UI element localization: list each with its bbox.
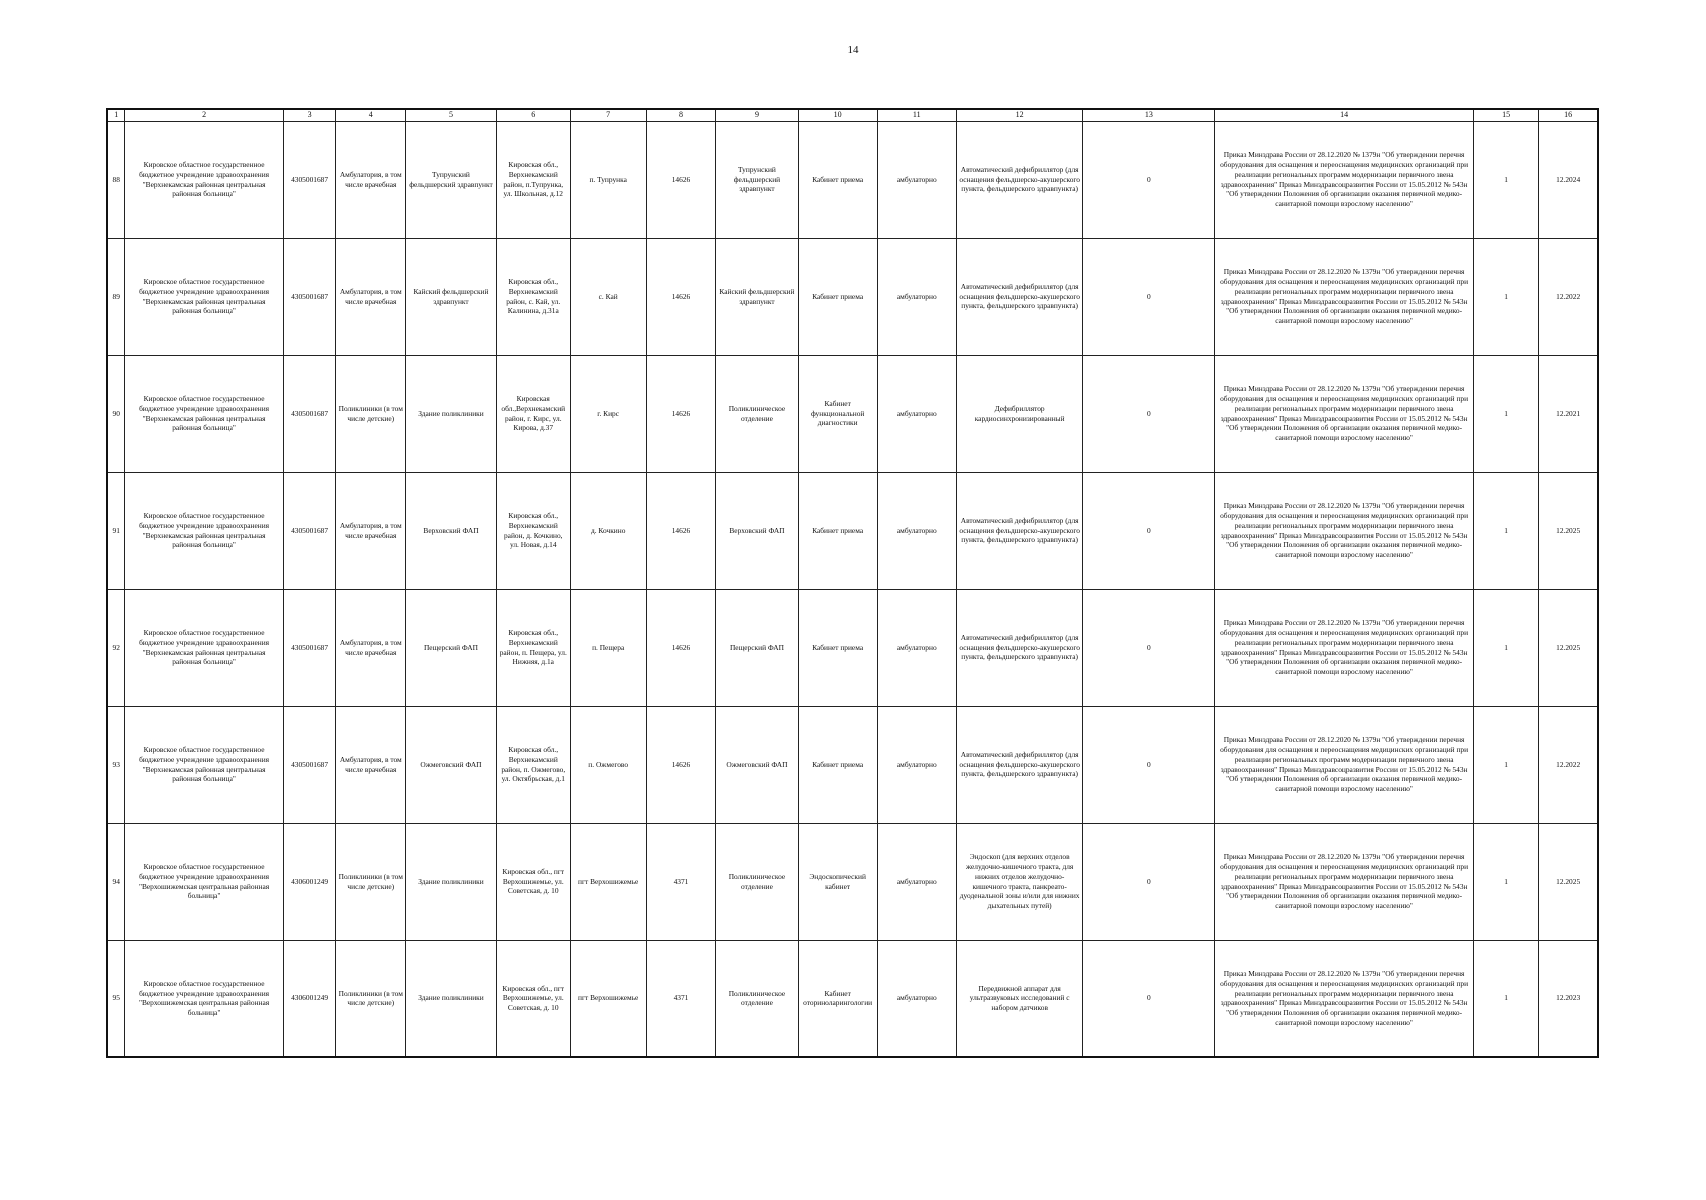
column-number-row [107, 109, 1598, 121]
unit-type-cell: Амбулатория, в том числе врачебная [336, 589, 406, 706]
unit-type-cell: Амбулатория, в том числе врачебная [336, 238, 406, 355]
address-cell: Кировская обл., Верхнекамский район, п. Пещера, ул. Нижняя, д.1а [496, 589, 570, 706]
inn-cell: 4306001249 [283, 823, 336, 940]
column-number-header: 1 [107, 109, 125, 121]
room-cell: Кабинет функциональной диагностики [798, 355, 877, 472]
room-cell: Кабинет приема [798, 706, 877, 823]
department-cell: Ожмеговский ФАП [716, 706, 798, 823]
room-cell: Эндоскопический кабинет [798, 823, 877, 940]
column-number-header: 13 [1083, 109, 1215, 121]
locality-cell: г. Кирс [570, 355, 646, 472]
locality-cell: п. Ожмегово [570, 706, 646, 823]
care-form-cell: амбулаторно [877, 706, 956, 823]
planned-quantity-cell: 1 [1473, 706, 1538, 823]
locality-cell: п. Тупрунка [570, 121, 646, 238]
quantity-cell: 0 [1083, 238, 1215, 355]
inn-cell: 4305001687 [283, 355, 336, 472]
department-cell: Кайский фельдшерский здравпункт [716, 238, 798, 355]
row-number-cell: 89 [107, 238, 125, 355]
planned-date-cell: 12.2022 [1539, 706, 1598, 823]
unit-type-cell: Амбулатория, в том числе врачебная [336, 706, 406, 823]
planned-date-cell: 12.2025 [1539, 589, 1598, 706]
equipment-registry-table [106, 108, 1599, 1058]
column-number-header: 3 [283, 109, 336, 121]
oktmo-code-cell: 14626 [646, 121, 716, 238]
column-number-header: 6 [496, 109, 570, 121]
organization-name-cell: Кировское областное государственное бюджетное учреждение здравоохранения "Верхошижемская центральная районная больница" [125, 823, 283, 940]
building-cell: Здание поликлиники [406, 355, 497, 472]
inn-cell: 4305001687 [283, 706, 336, 823]
legal-basis-cell: Приказ Минздрава России от 28.12.2020 № 1379н "Об утверждении перечня оборудования для оснащения и переоснащения медицинских организаций при реализации региональных программ модернизации первичного звена здравоохранения" Приказ Минздравсоцразвития России от 15.05.2012 № 543н "Об утверждении Положения об организации оказания первичной медико-санитарной помощи взрослому населению" [1215, 121, 1474, 238]
planned-date-cell: 12.2022 [1539, 238, 1598, 355]
inn-cell: 4305001687 [283, 472, 336, 589]
planned-quantity-cell: 1 [1473, 823, 1538, 940]
care-form-cell: амбулаторно [877, 472, 956, 589]
quantity-cell: 0 [1083, 940, 1215, 1057]
quantity-cell: 0 [1083, 355, 1215, 472]
column-number-header: 7 [570, 109, 646, 121]
table-row [107, 940, 1598, 1057]
care-form-cell: амбулаторно [877, 355, 956, 472]
page-number: 14 [847, 44, 859, 56]
address-cell: Кировская обл., пгт Верхошижемье, ул. Советская, д. 10 [496, 823, 570, 940]
address-cell: Кировская обл.,Верхнекамский район, г. Кирс, ул. Кирова, д.37 [496, 355, 570, 472]
oktmo-code-cell: 14626 [646, 706, 716, 823]
oktmo-code-cell: 14626 [646, 355, 716, 472]
row-number-cell: 88 [107, 121, 125, 238]
table-row [107, 472, 1598, 589]
organization-name-cell: Кировское областное государственное бюджетное учреждение здравоохранения "Верхнекамская районная центральная районная больница" [125, 472, 283, 589]
quantity-cell: 0 [1083, 589, 1215, 706]
oktmo-code-cell: 4371 [646, 940, 716, 1057]
care-form-cell: амбулаторно [877, 940, 956, 1057]
equipment-cell: Автоматический дефибриллятор (для оснащения фельдшерско-акушерского пункта, фельдшерского здравпункта) [956, 589, 1083, 706]
care-form-cell: амбулаторно [877, 121, 956, 238]
table-row [107, 121, 1598, 238]
oktmo-code-cell: 14626 [646, 589, 716, 706]
address-cell: Кировская обл., Верхнекамский район, п. Ожмегово, ул. Октябрьская, д.1 [496, 706, 570, 823]
table-row [107, 823, 1598, 940]
planned-date-cell: 12.2025 [1539, 823, 1598, 940]
quantity-cell: 0 [1083, 121, 1215, 238]
column-number-header: 16 [1539, 109, 1598, 121]
planned-date-cell: 12.2025 [1539, 472, 1598, 589]
unit-type-cell: Поликлиники (в том числе детские) [336, 823, 406, 940]
department-cell: Поликлиническое отделение [716, 355, 798, 472]
legal-basis-cell: Приказ Минздрава России от 28.12.2020 № 1379н "Об утверждении перечня оборудования для оснащения и переоснащения медицинских организаций при реализации региональных программ модернизации первичного звена здравоохранения" Приказ Минздравсоцразвития России от 15.05.2012 № 543н "Об утверждении Положения об организации оказания первичной медико-санитарной помощи взрослому населению" [1215, 706, 1474, 823]
equipment-cell: Автоматический дефибриллятор (для оснащения фельдшерско-акушерского пункта, фельдшерского здравпункта) [956, 706, 1083, 823]
column-number-header: 9 [716, 109, 798, 121]
planned-quantity-cell: 1 [1473, 238, 1538, 355]
quantity-cell: 0 [1083, 823, 1215, 940]
column-number-header: 14 [1215, 109, 1474, 121]
legal-basis-cell: Приказ Минздрава России от 28.12.2020 № 1379н "Об утверждении перечня оборудования для оснащения и переоснащения медицинских организаций при реализации региональных программ модернизации первичного звена здравоохранения" Приказ Минздравсоцразвития России от 15.05.2012 № 543н "Об утверждении Положения об организации оказания первичной медико-санитарной помощи взрослому населению" [1215, 589, 1474, 706]
care-form-cell: амбулаторно [877, 589, 956, 706]
building-cell: Тупрунский фельдшерский здравпункт [406, 121, 497, 238]
row-number-cell: 94 [107, 823, 125, 940]
column-number-header: 5 [406, 109, 497, 121]
building-cell: Кайский фельдшерский здравпункт [406, 238, 497, 355]
unit-type-cell: Амбулатория, в том числе врачебная [336, 472, 406, 589]
room-cell: Кабинет оториноларингологии [798, 940, 877, 1057]
inn-cell: 4305001687 [283, 121, 336, 238]
building-cell: Ожмеговский ФАП [406, 706, 497, 823]
locality-cell: с. Кай [570, 238, 646, 355]
organization-name-cell: Кировское областное государственное бюджетное учреждение здравоохранения "Верхнекамская районная центральная районная больница" [125, 355, 283, 472]
table-row [107, 355, 1598, 472]
row-number-cell: 95 [107, 940, 125, 1057]
equipment-cell: Дефибриллятор кардиосинхронизированный [956, 355, 1083, 472]
column-number-header: 2 [125, 109, 283, 121]
planned-quantity-cell: 1 [1473, 472, 1538, 589]
equipment-cell: Автоматический дефибриллятор (для оснащения фельдшерско-акушерского пункта, фельдшерского здравпункта) [956, 121, 1083, 238]
locality-cell: пгт Верхошижемье [570, 823, 646, 940]
room-cell: Кабинет приема [798, 121, 877, 238]
row-number-cell: 92 [107, 589, 125, 706]
inn-cell: 4305001687 [283, 589, 336, 706]
department-cell: Поликлиническое отделение [716, 940, 798, 1057]
care-form-cell: амбулаторно [877, 823, 956, 940]
building-cell: Пещерский ФАП [406, 589, 497, 706]
table-row [107, 706, 1598, 823]
unit-type-cell: Поликлиники (в том числе детские) [336, 940, 406, 1057]
organization-name-cell: Кировское областное государственное бюджетное учреждение здравоохранения "Верхнекамская районная центральная районная больница" [125, 706, 283, 823]
department-cell: Поликлиническое отделение [716, 823, 798, 940]
row-number-cell: 93 [107, 706, 125, 823]
room-cell: Кабинет приема [798, 472, 877, 589]
column-number-header: 11 [877, 109, 956, 121]
building-cell: Здание поликлиники [406, 823, 497, 940]
equipment-cell: Эндоскоп (для верхних отделов желудочно-кишечного тракта, для нижних отделов желудочно-кишечного тракта, панкреато-дуоденальной зоны и/или для нижних дыхательных путей) [956, 823, 1083, 940]
row-number-cell: 90 [107, 355, 125, 472]
legal-basis-cell: Приказ Минздрава России от 28.12.2020 № 1379н "Об утверждении перечня оборудования для оснащения и переоснащения медицинских организаций при реализации региональных программ модернизации первичного звена здравоохранения" Приказ Минздравсоцразвития России от 15.05.2012 № 543н "Об утверждении Положения об организации оказания первичной медико-санитарной помощи взрослому населению" [1215, 472, 1474, 589]
building-cell: Верховский ФАП [406, 472, 497, 589]
address-cell: Кировская обл., Верхнекамский район, п.Тупрунка, ул. Школьная, д.12 [496, 121, 570, 238]
locality-cell: п. Пещера [570, 589, 646, 706]
oktmo-code-cell: 14626 [646, 238, 716, 355]
quantity-cell: 0 [1083, 706, 1215, 823]
organization-name-cell: Кировское областное государственное бюджетное учреждение здравоохранения "Верхнекамская районная центральная районная больница" [125, 589, 283, 706]
organization-name-cell: Кировское областное государственное бюджетное учреждение здравоохранения "Верхнекамская районная центральная районная больница" [125, 121, 283, 238]
legal-basis-cell: Приказ Минздрава России от 28.12.2020 № 1379н "Об утверждении перечня оборудования для оснащения и переоснащения медицинских организаций при реализации региональных программ модернизации первичного звена здравоохранения" Приказ Минздравсоцразвития России от 15.05.2012 № 543н "Об утверждении Положения об организации оказания первичной медико-санитарной помощи взрослому населению" [1215, 940, 1474, 1057]
column-number-header: 4 [336, 109, 406, 121]
legal-basis-cell: Приказ Минздрава России от 28.12.2020 № 1379н "Об утверждении перечня оборудования для оснащения и переоснащения медицинских организаций при реализации региональных программ модернизации первичного звена здравоохранения" Приказ Минздравсоцразвития России от 15.05.2012 № 543н "Об утверждении Положения об организации оказания первичной медико-санитарной помощи взрослому населению" [1215, 355, 1474, 472]
planned-date-cell: 12.2023 [1539, 940, 1598, 1057]
table-row [107, 238, 1598, 355]
locality-cell: пгт Верхошижемье [570, 940, 646, 1057]
planned-quantity-cell: 1 [1473, 121, 1538, 238]
legal-basis-cell: Приказ Минздрава России от 28.12.2020 № 1379н "Об утверждении перечня оборудования для оснащения и переоснащения медицинских организаций при реализации региональных программ модернизации первичного звена здравоохранения" Приказ Минздравсоцразвития России от 15.05.2012 № 543н "Об утверждении Положения об организации оказания первичной медико-санитарной помощи взрослому населению" [1215, 823, 1474, 940]
address-cell: Кировская обл., Верхнекамский район, д. Кочкино, ул. Новая, д.14 [496, 472, 570, 589]
planned-date-cell: 12.2021 [1539, 355, 1598, 472]
planned-quantity-cell: 1 [1473, 589, 1538, 706]
quantity-cell: 0 [1083, 472, 1215, 589]
column-number-header: 12 [956, 109, 1083, 121]
care-form-cell: амбулаторно [877, 238, 956, 355]
organization-name-cell: Кировское областное государственное бюджетное учреждение здравоохранения "Верхошижемская центральная районная больница" [125, 940, 283, 1057]
table-row [107, 589, 1598, 706]
row-number-cell: 91 [107, 472, 125, 589]
locality-cell: д. Кочкино [570, 472, 646, 589]
column-number-header: 10 [798, 109, 877, 121]
equipment-cell: Автоматический дефибриллятор (для оснащения фельдшерско-акушерского пункта, фельдшерского здравпункта) [956, 238, 1083, 355]
planned-date-cell: 12.2024 [1539, 121, 1598, 238]
department-cell: Пещерский ФАП [716, 589, 798, 706]
inn-cell: 4306001249 [283, 940, 336, 1057]
equipment-cell: Автоматический дефибриллятор (для оснащения фельдшерско-акушерского пункта, фельдшерского здравпункта) [956, 472, 1083, 589]
equipment-cell: Передвижной аппарат для ультразвуковых исследований с набором датчиков [956, 940, 1083, 1057]
planned-quantity-cell: 1 [1473, 355, 1538, 472]
department-cell: Верховский ФАП [716, 472, 798, 589]
legal-basis-cell: Приказ Минздрава России от 28.12.2020 № 1379н "Об утверждении перечня оборудования для оснащения и переоснащения медицинских организаций при реализации региональных программ модернизации первичного звена здравоохранения" Приказ Минздравсоцразвития России от 15.05.2012 № 543н "Об утверждении Положения об организации оказания первичной медико-санитарной помощи взрослому населению" [1215, 238, 1474, 355]
organization-name-cell: Кировское областное государственное бюджетное учреждение здравоохранения "Верхнекамская районная центральная районная больница" [125, 238, 283, 355]
room-cell: Кабинет приема [798, 589, 877, 706]
planned-quantity-cell: 1 [1473, 940, 1538, 1057]
unit-type-cell: Поликлиники (в том числе детские) [336, 355, 406, 472]
inn-cell: 4305001687 [283, 238, 336, 355]
column-number-header: 15 [1473, 109, 1538, 121]
department-cell: Тупрунский фельдшерский здравпункт [716, 121, 798, 238]
room-cell: Кабинет приема [798, 238, 877, 355]
address-cell: Кировская обл., Верхнекамский район, с. Кай, ул. Калинина, д.31а [496, 238, 570, 355]
column-number-header: 8 [646, 109, 716, 121]
oktmo-code-cell: 14626 [646, 472, 716, 589]
building-cell: Здание поликлиники [406, 940, 497, 1057]
unit-type-cell: Амбулатория, в том числе врачебная [336, 121, 406, 238]
address-cell: Кировская обл., пгт Верхошижемье, ул. Советская, д. 10 [496, 940, 570, 1057]
oktmo-code-cell: 4371 [646, 823, 716, 940]
table-body [107, 121, 1598, 1057]
